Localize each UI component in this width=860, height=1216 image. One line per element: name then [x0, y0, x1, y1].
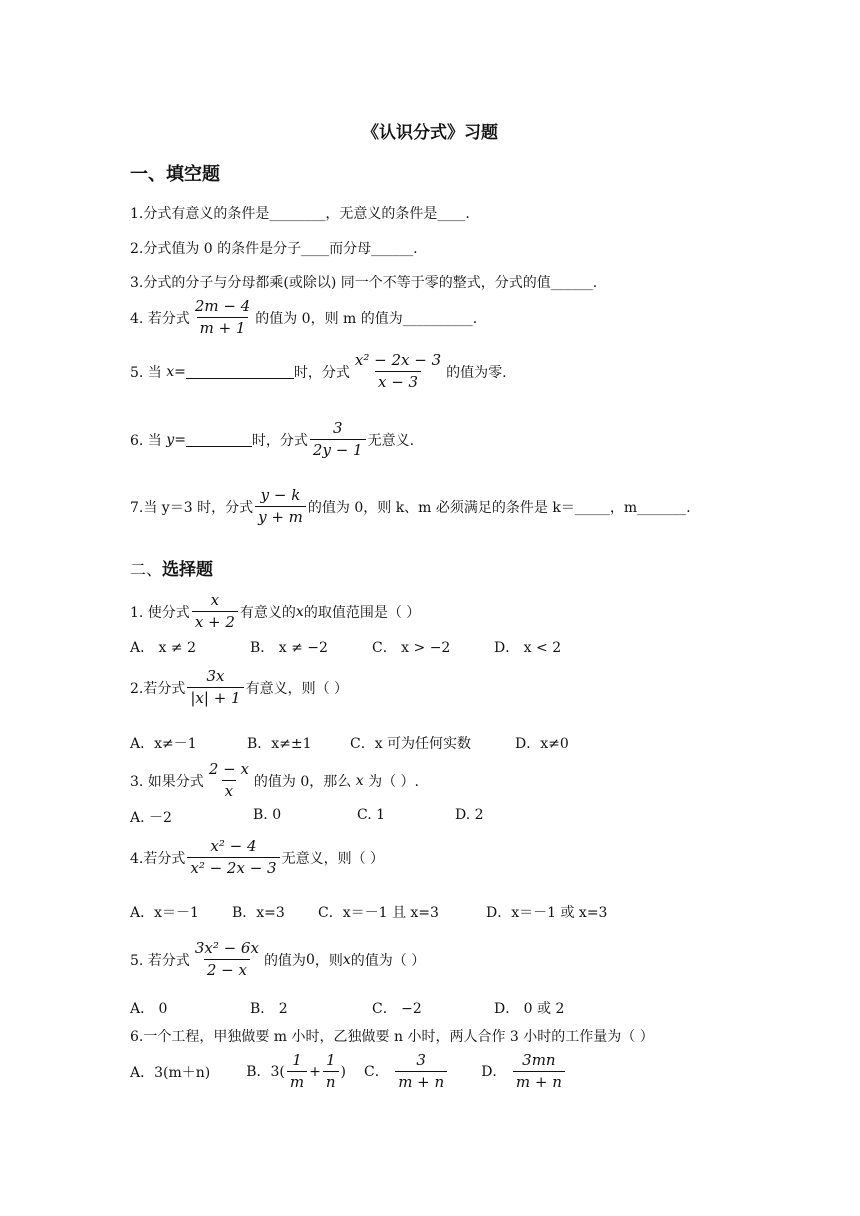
- fraction: [192, 298, 253, 338]
- question-7-suffix: 的值为 0，则 k、m 必须满足的条件是 k＝_____，m_______.: [307, 499, 691, 516]
- c3-text-b: 为（ ）.: [368, 773, 419, 790]
- numerator: 3: [416, 1051, 426, 1069]
- denominator: 2 − x: [204, 959, 250, 979]
- numerator: x² − 4: [210, 837, 257, 855]
- close-paren: ): [340, 1063, 347, 1080]
- question-7: [130, 487, 691, 527]
- section-heading-multiple-choice: [130, 555, 213, 580]
- fraction: [192, 592, 238, 632]
- question-5: [130, 352, 507, 392]
- fraction: [255, 487, 306, 527]
- question-4-suffix: 的值为 0，则 m 的值为__________.: [255, 310, 478, 327]
- fraction: [187, 668, 243, 708]
- choice-question-6: 6.一个工程，甲独做要 m 小时，乙独做要 n 小时，两人合作 3 小时的工作量为（ ）: [130, 1029, 654, 1045]
- denominator: m + 1: [197, 317, 249, 337]
- c6-option-b-label: B．3(: [246, 1063, 285, 1080]
- c5-zero: 0: [305, 951, 315, 968]
- variable: x: [355, 772, 364, 789]
- c3-text-a: 的值为 0，那么: [253, 773, 352, 790]
- choice-question-5: [130, 940, 425, 980]
- question-5-prefix: 5. 当: [130, 364, 162, 381]
- c4-prefix: 4.若分式: [130, 850, 186, 867]
- c4-option-a: A．x＝－1: [130, 905, 199, 921]
- c2-option-d: D．x≠0: [515, 736, 569, 752]
- c2-option-b: B．x≠±1: [247, 736, 312, 752]
- answer-blank: [186, 432, 252, 447]
- c6-option-d-label: D．: [481, 1063, 507, 1080]
- c6-option-c: [364, 1052, 449, 1092]
- question-6-suffix: 无意义.: [367, 432, 415, 449]
- c6-option-b: [246, 1052, 346, 1092]
- c2-option-c: C．x 可为任何实数: [350, 736, 472, 752]
- fraction: [352, 352, 444, 392]
- c3-prefix: 3. 如果分式: [130, 773, 204, 790]
- numerator: x: [210, 591, 220, 609]
- question-5-middle: 时，分式: [293, 364, 350, 381]
- fraction: [187, 838, 279, 878]
- c3-option-c: C. 1: [357, 807, 386, 823]
- c1-option-d: D． x < 2: [494, 640, 562, 656]
- numerator: 1: [292, 1051, 302, 1069]
- c3-option-b: B. 0: [253, 807, 282, 823]
- c3-option-d: D. 2: [455, 807, 484, 823]
- section-label: 选择题: [162, 560, 214, 580]
- fraction: [513, 1052, 565, 1092]
- numerator: 3: [332, 419, 343, 437]
- c6-option-c-label: C．: [364, 1063, 389, 1080]
- c1-text-a: 有意义的: [239, 604, 296, 621]
- denominator: 2y − 1: [310, 439, 366, 459]
- c5-prefix: 5. 若分式: [130, 952, 190, 969]
- plus-sign: +: [309, 1063, 321, 1080]
- question-2: 2.分式值为 0 的条件是分子____而分母______.: [130, 241, 418, 257]
- c5-option-d: D． 0 或 2: [494, 1001, 565, 1017]
- fraction: [323, 1052, 339, 1092]
- c2-suffix: 有意义，则（ ）: [245, 680, 349, 697]
- variable: y: [166, 431, 175, 448]
- question-1: 1.分式有意义的条件是________，无意义的条件是____.: [130, 206, 470, 222]
- variable: x: [342, 951, 351, 968]
- fraction: [395, 1052, 447, 1092]
- numerator: 2m − 4: [194, 297, 251, 315]
- section-heading-fill-in: 一、填空题: [130, 164, 220, 185]
- denominator: x − 3: [375, 371, 421, 391]
- numerator: 3x² − 6x: [194, 939, 259, 957]
- numerator: y − k: [260, 486, 301, 504]
- question-3: 3.分式的分子与分母都乘(或除以) 同一个不等于零的整式，分式的值______.: [130, 275, 598, 291]
- c1-option-c: C． x > −2: [372, 640, 451, 656]
- c4-suffix: 无意义，则（ ）: [281, 850, 385, 867]
- numerator: x² − 2x − 3: [354, 351, 442, 369]
- question-6-middle: 时，分式: [251, 432, 308, 449]
- section-number: 二、: [130, 560, 163, 579]
- fraction: [287, 1052, 307, 1092]
- c6-options-row: [130, 1052, 567, 1092]
- c1-prefix: 1. 使分式: [130, 604, 190, 621]
- c5-option-b: B． 2: [250, 1001, 288, 1017]
- numerator: 3x: [206, 667, 225, 685]
- choice-question-3: [130, 761, 419, 801]
- denominator: |x| + 1: [187, 687, 243, 707]
- denominator: n: [323, 1071, 339, 1091]
- c3-option-a: A. －2: [130, 810, 172, 826]
- c5-text-c: 的值为（ ）: [350, 952, 426, 969]
- question-5-suffix: 的值为零.: [446, 364, 507, 381]
- c1-option-b: B． x ≠ −2: [250, 640, 328, 656]
- c1-text-b: 的取值范围是（ ）: [303, 604, 421, 621]
- c2-option-a: A．x≠－1: [130, 736, 197, 752]
- c1-option-a: A． x ≠ 2: [130, 640, 196, 656]
- c5-text-a: 的值为: [263, 952, 306, 969]
- numerator: 3mn: [522, 1051, 556, 1069]
- answer-blank: [186, 364, 294, 379]
- page-title: 《认识分式》习题: [362, 123, 498, 143]
- choice-question-4: [130, 838, 384, 878]
- c5-text-b: ，则: [314, 952, 343, 969]
- c4-option-d: D．x＝－1 或 x=3: [486, 905, 608, 921]
- question-4-prefix: 4. 若分式: [130, 310, 190, 327]
- variable: x: [166, 363, 175, 380]
- denominator: x + 2: [192, 611, 238, 631]
- c5-option-c: C． −2: [372, 1001, 422, 1017]
- denominator: m: [287, 1071, 307, 1091]
- denominator: x: [222, 780, 236, 800]
- c4-option-c: C．x＝－1 且 x=3: [318, 905, 439, 921]
- denominator: m + n: [513, 1071, 565, 1091]
- denominator: y + m: [255, 506, 306, 526]
- question-4: [130, 298, 477, 338]
- choice-question-2: [130, 668, 348, 708]
- variable: x: [295, 603, 304, 620]
- fraction: [206, 761, 252, 801]
- c4-option-b: B．x=3: [232, 905, 285, 921]
- numerator: 2 − x: [208, 760, 249, 778]
- c6-option-d: [481, 1052, 567, 1092]
- fraction: [310, 420, 366, 460]
- question-6-prefix: 6. 当: [130, 432, 162, 449]
- c2-prefix: 2.若分式: [130, 680, 186, 697]
- equals-sign: =: [174, 363, 186, 380]
- numerator: 1: [325, 1051, 336, 1069]
- denominator: x² − 2x − 3: [187, 857, 279, 877]
- question-7-prefix: 7.当 y＝3 时，分式: [130, 499, 254, 516]
- equals-sign: =: [174, 431, 186, 448]
- choice-question-1: [130, 592, 420, 632]
- c6-option-a: A．3(m＋n): [130, 1064, 211, 1081]
- question-6: [130, 420, 414, 460]
- denominator: m + n: [395, 1071, 447, 1091]
- fraction: [192, 940, 262, 980]
- c5-option-a: A． 0: [130, 1001, 168, 1017]
